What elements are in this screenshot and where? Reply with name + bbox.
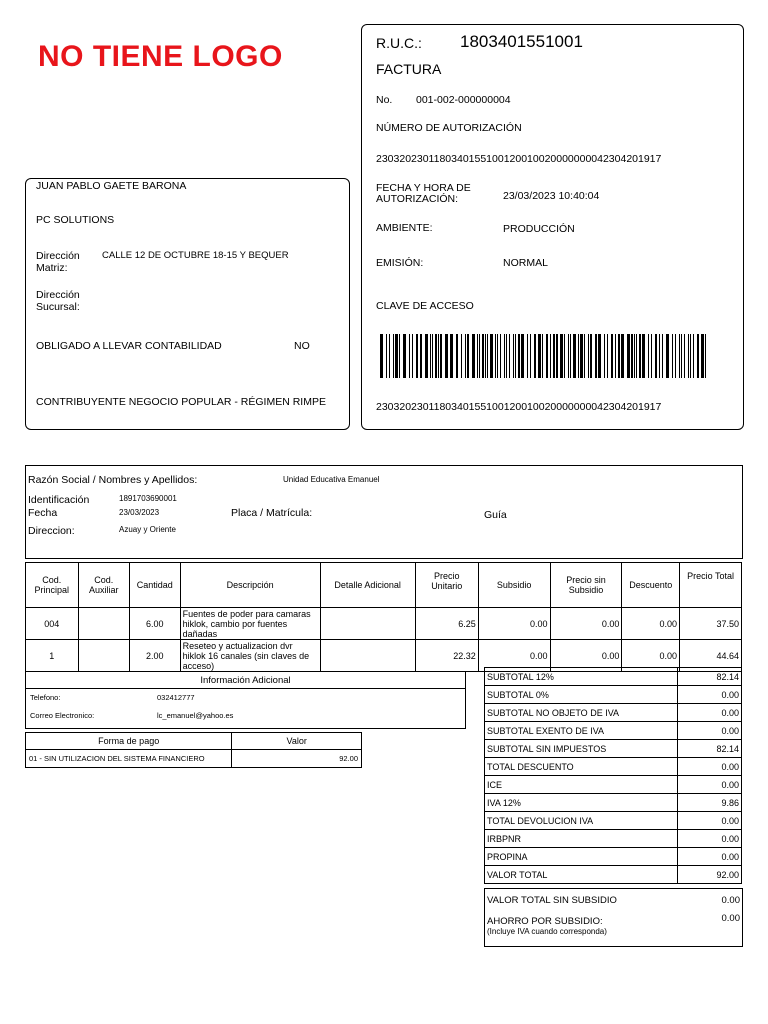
- barcode-bar: [518, 334, 520, 378]
- cell-det: [320, 608, 415, 640]
- barcode-bar: [500, 334, 501, 378]
- barcode-bar: [595, 334, 597, 378]
- barcode-bar: [467, 334, 469, 378]
- correo-value: lc_emanuel@yahoo.es: [157, 711, 234, 720]
- totals-row: [485, 866, 742, 884]
- barcode-bar: [438, 334, 439, 378]
- barcode-bar: [432, 334, 433, 378]
- barcode-bar: [542, 334, 543, 378]
- barcode-bar: [598, 334, 601, 378]
- totals-row: [485, 668, 742, 686]
- barcode-bar: [393, 334, 394, 378]
- ahorro-value: 0.00: [721, 913, 740, 924]
- fecha-aut-label: FECHA Y HORA DE AUTORIZACIÓN:: [376, 182, 471, 205]
- payment-method-header: Forma de pago: [26, 733, 232, 750]
- barcode-bar: [509, 334, 510, 378]
- barcode-bar: [477, 334, 478, 378]
- barcode-bar: [530, 334, 531, 378]
- cell-cant: 6.00: [129, 608, 180, 640]
- barcode-bar: [590, 334, 592, 378]
- barcode-bar: [681, 334, 682, 378]
- barcode-bar: [440, 334, 442, 378]
- identificacion-label: Identificación: [28, 494, 90, 506]
- cell-desc: Reseteo y actualizacion dvr hiklok 16 canales (sin claves de acceso): [180, 640, 320, 672]
- barcode-bar: [445, 334, 448, 378]
- barcode-bar: [578, 334, 579, 378]
- totals-value: 0.00: [678, 830, 742, 848]
- totals-value: 0.00: [678, 704, 742, 722]
- barcode-bar: [482, 334, 484, 378]
- barcode-bar: [690, 334, 691, 378]
- identificacion-value: 1891703690001: [119, 494, 177, 503]
- barcode-bar: [521, 334, 524, 378]
- cell-dto: 0.00: [622, 608, 680, 640]
- totals-row: [485, 848, 742, 866]
- valor-sin-subsidio-value: 0.00: [721, 895, 740, 906]
- cell-dto: 0.00: [622, 640, 680, 672]
- totals-label: PROPINA: [485, 848, 678, 866]
- barcode-bar: [380, 334, 383, 378]
- col-detalle: Detalle Adicional: [320, 563, 415, 608]
- payment-value-header: Valor: [232, 733, 362, 750]
- telefono-label: Telefono:: [30, 693, 61, 702]
- table-row: [26, 608, 742, 640]
- barcode-bar: [642, 334, 645, 378]
- direccion-label: Direccion:: [28, 525, 75, 537]
- barcode-bar: [705, 334, 706, 378]
- totals-row: [485, 830, 742, 848]
- barcode-bar: [672, 334, 673, 378]
- barcode-bar: [693, 334, 694, 378]
- ambiente-value: PRODUCCIÓN: [503, 223, 575, 235]
- barcode-bar: [679, 334, 680, 378]
- totals-label: IVA 12%: [485, 794, 678, 812]
- contabilidad-label: OBLIGADO A LLEVAR CONTABILIDAD: [36, 340, 222, 352]
- barcode-bar: [655, 334, 657, 378]
- cliente-box: [25, 465, 743, 559]
- emisor-trade-name: PC SOLUTIONS: [36, 214, 115, 226]
- ahorro-note: (Incluye IVA cuando corresponda): [487, 927, 607, 936]
- barcode-bar: [684, 334, 685, 378]
- divider: [26, 688, 465, 689]
- barcode-bar: [450, 334, 453, 378]
- barcode-bar: [604, 334, 605, 378]
- dir-matriz-label: Dirección Matriz:: [36, 250, 80, 274]
- barcode-bar: [584, 334, 585, 378]
- cell-sub: 0.00: [478, 608, 550, 640]
- razon-label: Razón Social / Nombres y Apellidos:: [28, 474, 198, 486]
- barcode-bar: [495, 334, 496, 378]
- barcode-bar: [416, 334, 418, 378]
- totals-value: 9.86: [678, 794, 742, 812]
- barcode-bar: [662, 334, 663, 378]
- barcode-bar: [675, 334, 676, 378]
- emision-label: EMISIÓN:: [376, 257, 424, 269]
- col-precio-unitario: Precio Unitario: [415, 563, 478, 608]
- totals-value: 92.00: [678, 866, 742, 884]
- barcode-bar: [435, 334, 437, 378]
- totals-row: [485, 704, 742, 722]
- barcode-bar: [553, 334, 555, 378]
- barcode-bar: [430, 334, 431, 378]
- barcode-bar: [515, 334, 516, 378]
- totals-label: IRBPNR: [485, 830, 678, 848]
- numero-value: 001-002-000000004: [416, 94, 511, 106]
- totals-label: SUBTOTAL NO OBJETO DE IVA: [485, 704, 678, 722]
- barcode-bar: [588, 334, 589, 378]
- barcode-bar: [615, 334, 616, 378]
- table-row: [26, 750, 362, 768]
- cell-desc: Fuentes de poder para camaras hiklok, cambio por fuentes dañadas: [180, 608, 320, 640]
- cell-cod: 1: [26, 640, 79, 672]
- barcode-bar: [666, 334, 669, 378]
- barcode-bar: [634, 334, 635, 378]
- totals-value: 0.00: [678, 848, 742, 866]
- correo-label: Correo Electronico:: [30, 711, 95, 720]
- col-precio-total: Precio Total: [680, 563, 742, 608]
- totals-label: SUBTOTAL SIN IMPUESTOS: [485, 740, 678, 758]
- direccion-value: Azuay y Oriente: [119, 525, 176, 534]
- barcode-bar: [479, 334, 480, 378]
- barcode-bar: [564, 334, 565, 378]
- totals-value: 82.14: [678, 668, 742, 686]
- barcode-bar: [570, 334, 571, 378]
- barcode-bar: [556, 334, 558, 378]
- fecha-label: Fecha: [28, 507, 58, 519]
- totals-table: [484, 667, 742, 884]
- barcode-bar: [688, 334, 689, 378]
- valor-sin-subsidio-label: VALOR TOTAL SIN SUBSIDIO: [487, 895, 617, 906]
- barcode-bar: [456, 334, 458, 378]
- cell-psin: 0.00: [550, 640, 622, 672]
- barcode-bar: [395, 334, 398, 378]
- cell-psin: 0.00: [550, 608, 622, 640]
- col-cod-principal: Cod. Principal: [26, 563, 79, 608]
- totals-label: TOTAL DESCUENTO: [485, 758, 678, 776]
- totals-value: 82.14: [678, 740, 742, 758]
- barcode-bar: [546, 334, 548, 378]
- payment-method: 01 - SIN UTILIZACION DEL SISTEMA FINANCIERO: [26, 750, 232, 768]
- payment-table: [25, 732, 362, 768]
- col-cod-auxiliar: Cod. Auxiliar: [78, 563, 129, 608]
- barcode-bar: [465, 334, 466, 378]
- clave-label: CLAVE DE ACCESO: [376, 300, 474, 312]
- barcode-bar: [487, 334, 488, 378]
- barcode-bar: [409, 334, 410, 378]
- cell-sub: 0.00: [478, 640, 550, 672]
- items-header-row: [26, 563, 742, 608]
- contabilidad-value: NO: [294, 340, 310, 352]
- totals-value: 0.00: [678, 722, 742, 740]
- ambiente-label: AMBIENTE:: [376, 222, 433, 234]
- cell-pu: 6.25: [415, 608, 478, 640]
- barcode-bar: [399, 334, 400, 378]
- totals-label: SUBTOTAL EXENTO DE IVA: [485, 722, 678, 740]
- barcode-bar: [611, 334, 613, 378]
- totals-row: [485, 758, 742, 776]
- factura-title: FACTURA: [376, 61, 442, 77]
- dir-sucursal-label: Dirección Sucursal:: [36, 289, 80, 313]
- totals-label: TOTAL DEVOLUCION IVA: [485, 812, 678, 830]
- totals-row: [485, 776, 742, 794]
- barcode-bar: [618, 334, 620, 378]
- barcode-bar: [621, 334, 624, 378]
- barcode-bar: [701, 334, 704, 378]
- barcode-bar: [386, 334, 387, 378]
- totals-label: SUBTOTAL 0%: [485, 686, 678, 704]
- barcode-bar: [497, 334, 498, 378]
- barcode-bar: [425, 334, 428, 378]
- payment-value: 92.00: [232, 750, 362, 768]
- col-precio-sin-subsidio: Precio sin Subsidio: [550, 563, 622, 608]
- barcode-bar: [627, 334, 630, 378]
- barcode-bar: [550, 334, 551, 378]
- cell-det: [320, 640, 415, 672]
- fecha-aut-value: 23/03/2023 10:40:04: [503, 190, 600, 202]
- totals-value: 0.00: [678, 686, 742, 704]
- barcode-bar: [651, 334, 652, 378]
- barcode-bar: [472, 334, 475, 378]
- regimen-text: CONTRIBUYENTE NEGOCIO POPULAR - RÉGIMEN RIMPE: [36, 396, 326, 408]
- barcode-bar: [527, 334, 528, 378]
- barcode-bar: [538, 334, 541, 378]
- totals-value: 0.00: [678, 776, 742, 794]
- totals-row: [485, 812, 742, 830]
- emisor-name: JUAN PABLO GAETE BARONA: [36, 180, 187, 192]
- cell-pu: 22.32: [415, 640, 478, 672]
- barcode-bar: [506, 334, 507, 378]
- barcode-bar: [648, 334, 649, 378]
- ahorro-label: AHORRO POR SUBSIDIO:: [487, 916, 603, 927]
- telefono-value: 032412777: [157, 693, 195, 702]
- emision-value: NORMAL: [503, 257, 548, 269]
- barcode-bar: [580, 334, 583, 378]
- barcode-bar: [420, 334, 422, 378]
- barcode-bar: [697, 334, 699, 378]
- totals-row: [485, 740, 742, 758]
- cell-cod: 004: [26, 608, 79, 640]
- barcode-bar: [513, 334, 514, 378]
- col-descripcion: Descripción: [180, 563, 320, 608]
- totals-value: 0.00: [678, 812, 742, 830]
- totals-label: SUBTOTAL 12%: [485, 668, 678, 686]
- barcode-bar: [639, 334, 641, 378]
- barcode-bar: [389, 334, 390, 378]
- cell-aux: [78, 640, 129, 672]
- dir-matriz-value: CALLE 12 DE OCTUBRE 18-15 Y BEQUER: [102, 250, 289, 261]
- barcode-bar: [607, 334, 608, 378]
- placa-label: Placa / Matrícula:: [231, 507, 313, 519]
- autorizacion-label: NÚMERO DE AUTORIZACIÓN: [376, 122, 522, 134]
- ruc-label: R.U.C.:: [376, 35, 422, 51]
- clave-value: 2303202301180340155100120010020000000042304201917: [376, 401, 662, 413]
- barcode-bar: [504, 334, 505, 378]
- totals-row: [485, 794, 742, 812]
- totals-label: ICE: [485, 776, 678, 794]
- barcode-bar: [490, 334, 493, 378]
- barcode-bar: [412, 334, 413, 378]
- barcode-bar: [461, 334, 462, 378]
- payment-header-row: [26, 733, 362, 750]
- ruc-value: 1803401551001: [460, 32, 583, 51]
- cell-aux: [78, 608, 129, 640]
- totals-row: [485, 686, 742, 704]
- barcode-bar: [403, 334, 406, 378]
- info-adicional-title: Información Adicional: [200, 675, 291, 686]
- items-table: [25, 562, 742, 672]
- barcode-bar: [560, 334, 563, 378]
- totals-label: VALOR TOTAL: [485, 866, 678, 884]
- col-cantidad: Cantidad: [129, 563, 180, 608]
- barcode-bar: [568, 334, 569, 378]
- autorizacion-value: 2303202301180340155100120010020000000042304201917: [376, 153, 662, 165]
- cell-cant: 2.00: [129, 640, 180, 672]
- barcode-bar: [573, 334, 576, 378]
- col-descuento: Descuento: [622, 563, 680, 608]
- fecha-value: 23/03/2023: [119, 508, 160, 517]
- barcode-bar: [659, 334, 660, 378]
- subsidio-box: [484, 888, 743, 947]
- cell-total: 37.50: [680, 608, 742, 640]
- barcode-image: [380, 334, 710, 378]
- cell-total: 44.64: [680, 640, 742, 672]
- barcode-bar: [631, 334, 633, 378]
- guia-label: Guía: [484, 509, 507, 521]
- barcode-bar: [636, 334, 637, 378]
- col-subsidio: Subsidio: [478, 563, 550, 608]
- barcode-bar: [534, 334, 536, 378]
- razon-value: Unidad Educativa Emanuel: [283, 475, 380, 484]
- barcode-bar: [485, 334, 486, 378]
- totals-row: [485, 722, 742, 740]
- info-adicional-box: [25, 671, 466, 729]
- factura-box: [361, 24, 744, 430]
- emisor-box: [25, 178, 350, 430]
- numero-label: No.: [376, 94, 393, 106]
- totals-value: 0.00: [678, 758, 742, 776]
- logo-placeholder-text: NO TIENE LOGO: [38, 40, 283, 73]
